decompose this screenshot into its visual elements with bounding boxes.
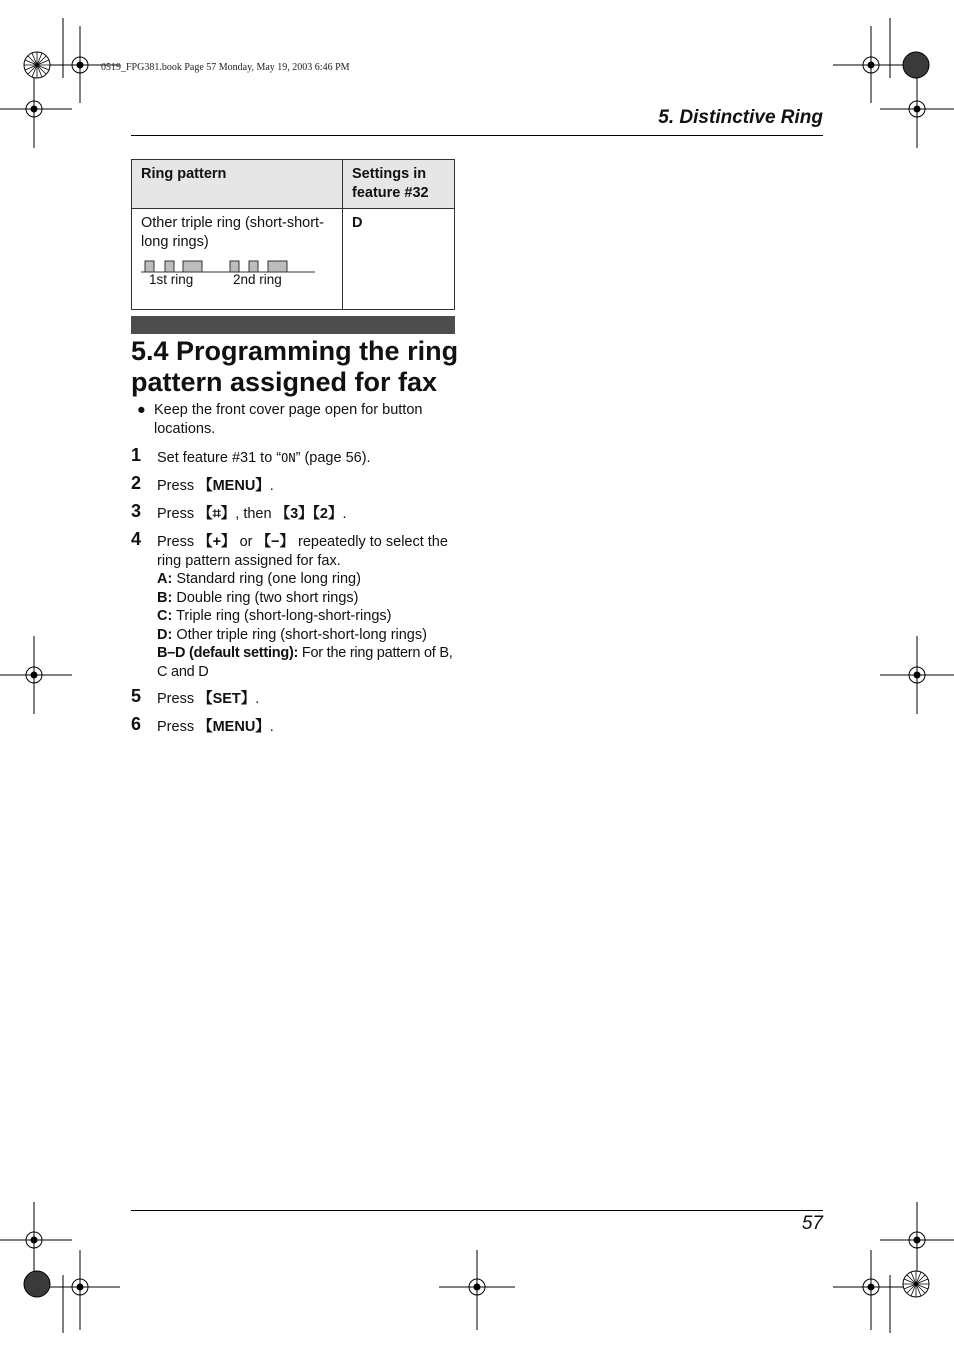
menu-key-label: 【MENU】 [198, 719, 270, 735]
section-header: 5. Distinctive Ring [658, 107, 823, 128]
option-default [157, 645, 453, 680]
step-number: 4 [131, 529, 142, 549]
step-text: Press [157, 506, 199, 522]
step-number: 2 [131, 473, 142, 493]
table-header-row [132, 160, 455, 209]
step-number: 6 [131, 714, 142, 734]
step-text: . [269, 478, 274, 494]
bullet-text: Keep the front cover page open for button locations. [154, 402, 423, 437]
page-title: 5.4 Programming the ring pattern assigned for fax [131, 336, 459, 397]
step-text: Press [157, 478, 199, 494]
option-label: A: [157, 571, 173, 587]
minus-key-label: 【−】 [256, 534, 294, 550]
display-value: ON [281, 451, 296, 465]
option-a [157, 571, 361, 587]
crosshair-icon [880, 636, 954, 714]
option-text: Other triple ring (short-short-long rings) [172, 626, 427, 643]
step-number: 3 [131, 501, 142, 521]
table-header-cell: Ring pattern [132, 160, 343, 209]
step-number: 1 [131, 445, 142, 465]
crosshair-icon [0, 72, 72, 148]
step-6 [131, 714, 461, 737]
crosshair-icon [0, 1202, 72, 1278]
step-1 [131, 445, 461, 468]
option-d [157, 627, 427, 643]
step-5 [131, 686, 461, 709]
calibration-dot-icon [903, 52, 929, 78]
crosshair-icon [0, 636, 72, 714]
table-header-cell: Settings in feature #32 [343, 160, 455, 209]
set-key-label: 【SET】 [198, 691, 256, 707]
table-row [132, 209, 455, 310]
step-text: Press [157, 691, 199, 707]
option-text: Standard ring (one long ring) [172, 571, 361, 587]
pound-key-label: 【⌗】 [198, 506, 236, 522]
step-4 [131, 529, 461, 681]
footer-rule [131, 1210, 823, 1211]
option-text: For the ring pattern of B, C and D [157, 645, 453, 680]
ring-label-second: 2nd ring [233, 272, 282, 287]
table-cell-setting [343, 209, 455, 310]
section-bar [131, 316, 455, 334]
step-text: Press [157, 534, 199, 550]
note-bullet [137, 401, 447, 439]
step-3 [131, 501, 461, 524]
option-text: Double ring (two short rings) [172, 589, 359, 606]
starburst-target-icon [24, 52, 50, 78]
step-text: or [235, 534, 257, 550]
option-label: C: [157, 608, 173, 624]
printer-info: 0519_FPG381.book Page 57 Monday, May 19, 2003 6:46 PM [101, 62, 350, 73]
crosshair-icon [42, 1250, 120, 1330]
starburst-target-icon [903, 1271, 929, 1297]
setting-value: D [352, 215, 363, 231]
table-cell-pattern [132, 209, 343, 310]
crosshair-icon [880, 72, 954, 148]
step-text: Press [157, 719, 199, 735]
crosshair-icon [880, 1202, 954, 1278]
step-text: repeatedly to select the ring pattern assigned for fax. [157, 534, 448, 569]
step-2 [131, 473, 461, 496]
crosshair-icon [439, 1250, 515, 1330]
step-text: . [342, 506, 347, 522]
step-text: ” (page 56). [295, 450, 371, 466]
crosshair-icon [833, 1250, 911, 1330]
pattern-description: Other triple ring (short-short-long rings) [141, 215, 324, 250]
menu-key-label: 【MENU】 [198, 478, 270, 494]
option-text: Triple ring (short-long-short-rings) [172, 608, 392, 624]
digit-keys-label: 【3】【2】 [275, 506, 343, 522]
ring-label-first: 1st ring [149, 272, 194, 287]
plus-key-label: 【+】 [198, 534, 236, 550]
calibration-dot-icon [24, 1271, 50, 1297]
step-text: , then [235, 506, 276, 522]
option-label: D: [157, 626, 173, 643]
page-number: 57 [801, 1213, 823, 1234]
header-rule [131, 135, 823, 136]
step-text: . [269, 719, 274, 735]
step-text: . [255, 691, 260, 707]
step-number: 5 [131, 686, 142, 706]
option-label: B: [157, 589, 173, 606]
crosshair-icon [833, 26, 911, 103]
option-b [157, 590, 358, 606]
option-c [157, 608, 392, 624]
step-text: Set feature #31 to “ [157, 450, 282, 466]
bullet-icon: ● [137, 402, 146, 418]
option-label: B–D (default setting): [157, 645, 299, 661]
ring-pattern-table [131, 159, 455, 310]
